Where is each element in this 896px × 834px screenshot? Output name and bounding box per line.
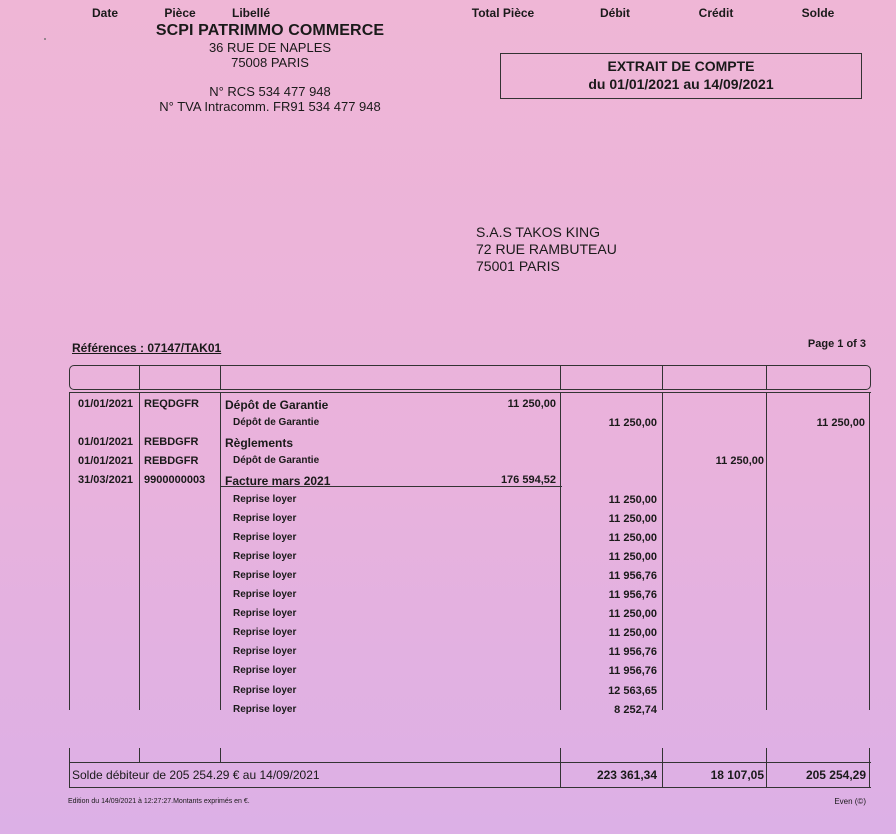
row-piece: 9900000003: [144, 474, 206, 487]
row-debit: 11 956,76: [608, 665, 657, 678]
footer-top-rule: [69, 762, 871, 763]
row-libelle: Reprise loyer: [233, 493, 297, 505]
body-top-rule: [69, 392, 871, 393]
row-date: 01/01/2021: [78, 455, 134, 468]
stub-rule: [766, 748, 767, 762]
stub-rule: [869, 748, 870, 762]
row-debit: 11 250,00: [608, 627, 657, 640]
table-row: [0, 548, 896, 567]
sender-address-line1: 36 RUE DE NAPLES: [208, 40, 332, 55]
row-libelle: Reprise loyer: [233, 589, 297, 600]
recipient-address-line1: 72 RUE RAMBUTEAU: [476, 241, 617, 257]
table-row: [0, 624, 896, 643]
stub-rule: [662, 748, 663, 762]
footer-rule: [662, 762, 663, 788]
col-header-libelle: Libellé: [232, 6, 271, 20]
row-piece: REBDGFR: [144, 436, 199, 449]
row-libelle: Reprise loyer: [233, 646, 297, 658]
hdr-sep: [560, 366, 561, 389]
table-row: [0, 567, 896, 586]
row-debit: 11 250,00: [608, 493, 657, 506]
table-row: [0, 414, 896, 433]
row-libelle: Dépôt de Garantie: [233, 417, 320, 429]
row-solde: 11 250,00: [816, 417, 865, 430]
row-debit: 11 250,00: [608, 550, 657, 563]
total-solde: 205 254,29: [805, 768, 866, 782]
sender-address-line2: 75008 PARIS: [231, 55, 309, 70]
footer-rule: [766, 762, 767, 788]
recipient-name: S.A.S TAKOS KING: [476, 224, 600, 240]
footer-rule: [869, 762, 870, 788]
col-header-piece: Pièce: [164, 6, 196, 20]
page-marker: Even (©): [834, 797, 866, 806]
row-debit: 11 956,76: [608, 589, 657, 601]
table-row: [0, 643, 896, 662]
row-total: 11 250,00: [507, 398, 556, 410]
table-row: [0, 452, 896, 471]
recipient-address-line2: 75001 PARIS: [476, 258, 560, 274]
page-indicator: Page 1 of 3: [807, 338, 866, 350]
table-row: [0, 701, 896, 720]
references: Références : 07147/TAK01: [72, 341, 222, 355]
statement-period: du 01/01/2021 au 14/09/2021: [588, 76, 774, 92]
row-debit: 12 563,65: [608, 684, 657, 697]
hdr-sep: [662, 366, 663, 389]
row-debit: 11 956,76: [608, 569, 657, 582]
balance-summary: Solde débiteur de 205 254.29 € au 14/09/2021: [72, 768, 320, 782]
statement-title-box: [500, 53, 862, 99]
row-debit: 11 250,00: [608, 531, 657, 544]
row-debit: 11 956,76: [608, 646, 657, 659]
total-credit: 18 107,05: [710, 768, 764, 782]
row-debit: 8 252,74: [614, 703, 657, 716]
row-libelle: Reprise loyer: [233, 512, 297, 524]
edition-note: Edition du 14/09/2021 à 12:27:27.Montants exprimés en €.: [68, 798, 250, 805]
footer-bottom-rule: [69, 787, 871, 788]
table-row: [0, 491, 896, 510]
table-row: [0, 510, 896, 529]
table-row: [0, 682, 896, 701]
row-credit: 11 250,00: [715, 455, 764, 468]
row-libelle: Règlements: [225, 436, 294, 451]
row-libelle: Reprise loyer: [233, 627, 297, 639]
row-libelle: Reprise loyer: [233, 608, 297, 620]
total-debit: 223 361,34: [596, 768, 657, 782]
stub-rule: [560, 748, 561, 762]
table-row: [0, 433, 896, 452]
row-libelle: Reprise loyer: [233, 569, 297, 581]
stub-rule: [220, 748, 221, 762]
footer-rule: [560, 762, 561, 788]
row-total: 176 594,52: [500, 474, 556, 487]
row-piece: REBDGFR: [144, 455, 199, 468]
table-header: [69, 365, 871, 390]
col-header-total: Total Pièce: [471, 6, 535, 20]
recipient-block: [476, 224, 617, 275]
row-libelle: Reprise loyer: [233, 531, 297, 543]
row-libelle: Reprise loyer: [233, 665, 297, 677]
row-date: 31/03/2021: [78, 474, 134, 487]
row-date: 01/01/2021: [78, 436, 134, 449]
hdr-sep: [139, 366, 140, 389]
stub-rule: [139, 748, 140, 762]
col-header-date: Date: [91, 6, 118, 20]
table-row: [0, 586, 896, 605]
row-debit: 11 250,00: [608, 608, 657, 621]
row-piece: REQDGFR: [144, 398, 199, 410]
row-libelle: Facture mars 2021: [225, 474, 331, 489]
table-row: [0, 529, 896, 548]
table-row: [0, 605, 896, 624]
sender-tva: N° TVA Intracomm. FR91 534 477 948: [159, 99, 381, 114]
row-debit: 11 250,00: [608, 512, 657, 525]
hdr-sep: [220, 366, 221, 389]
row-date: 01/01/2021: [78, 398, 134, 410]
table-row: [0, 471, 896, 490]
row-libelle: Reprise loyer: [233, 703, 297, 715]
table-row: [0, 662, 896, 681]
scan-speck: [44, 38, 46, 40]
row-libelle: Reprise loyer: [233, 550, 297, 562]
hdr-sep: [766, 366, 767, 389]
row-libelle: Dépôt de Garantie: [233, 455, 320, 467]
row-libelle: Reprise loyer: [233, 684, 297, 696]
footer-rule: [69, 762, 70, 788]
col-header-debit: Débit: [600, 6, 630, 20]
row-debit: 11 250,00: [608, 417, 657, 430]
statement-title: EXTRAIT DE COMPTE: [607, 58, 755, 74]
sender-company: SCPI PATRIMMO COMMERCE: [155, 22, 385, 39]
sender-rcs: N° RCS 534 477 948: [209, 84, 331, 99]
row-libelle: Dépôt de Garantie: [225, 398, 329, 412]
sender-block: [120, 22, 420, 114]
col-header-solde: Solde: [801, 6, 835, 20]
col-header-credit: Crédit: [698, 6, 734, 20]
table-row: [0, 395, 896, 414]
stub-rule: [69, 748, 70, 762]
